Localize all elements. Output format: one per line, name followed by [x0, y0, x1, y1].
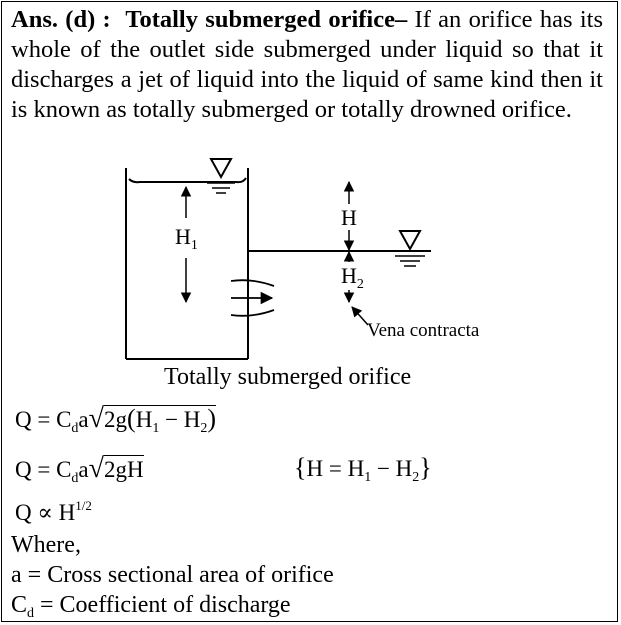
free-surface-symbol-downstream: [400, 231, 420, 249]
jet-streamline-bottom: [231, 310, 274, 316]
term-heading: Totally submerged orifice–: [125, 6, 408, 33]
answer-label: Ans. (d) :: [11, 6, 111, 33]
jet-streamline-top: [231, 280, 274, 286]
sqrt-sign: √: [88, 403, 105, 434]
free-surface-symbol-upstream: [211, 159, 231, 177]
label-h: H: [341, 205, 357, 230]
where-label: Where,: [11, 532, 81, 558]
vena-contracta-arrow: [352, 307, 368, 325]
equation-discharge-full: $Q = C_da√2g(H_1 - H_2)$: [15, 403, 217, 436]
equation-proportionality: $Q \propto H^{1/2}$: [15, 498, 92, 525]
orifice-diagram: [2, 2, 619, 623]
equation-head-relation: $\{H = H_1 - H_2\}$: [294, 453, 432, 485]
label-h2: $H_2$: [341, 263, 364, 292]
definition-cd: $C_d$ = Coefficient of discharge: [11, 592, 291, 621]
equation-discharge-head: $Q = C_da√2gH$: [15, 453, 144, 486]
definition-text: If an orifice has its whole of the outlet side submerged under liquid so that it discharges a jet of liquid into the liquid of same kind then it is known as totally submerged or totally drowned orifice.: [11, 6, 604, 123]
label-h1: $H_1$: [175, 224, 198, 253]
upstream-water-surface: [129, 178, 246, 182]
answer-card: [1, 1, 618, 622]
diagram-caption: Totally submerged orifice: [164, 364, 412, 390]
definition-a: a = Cross sectional area of orifice: [11, 562, 334, 588]
label-vena-contracta: Vena contracta: [367, 320, 480, 341]
